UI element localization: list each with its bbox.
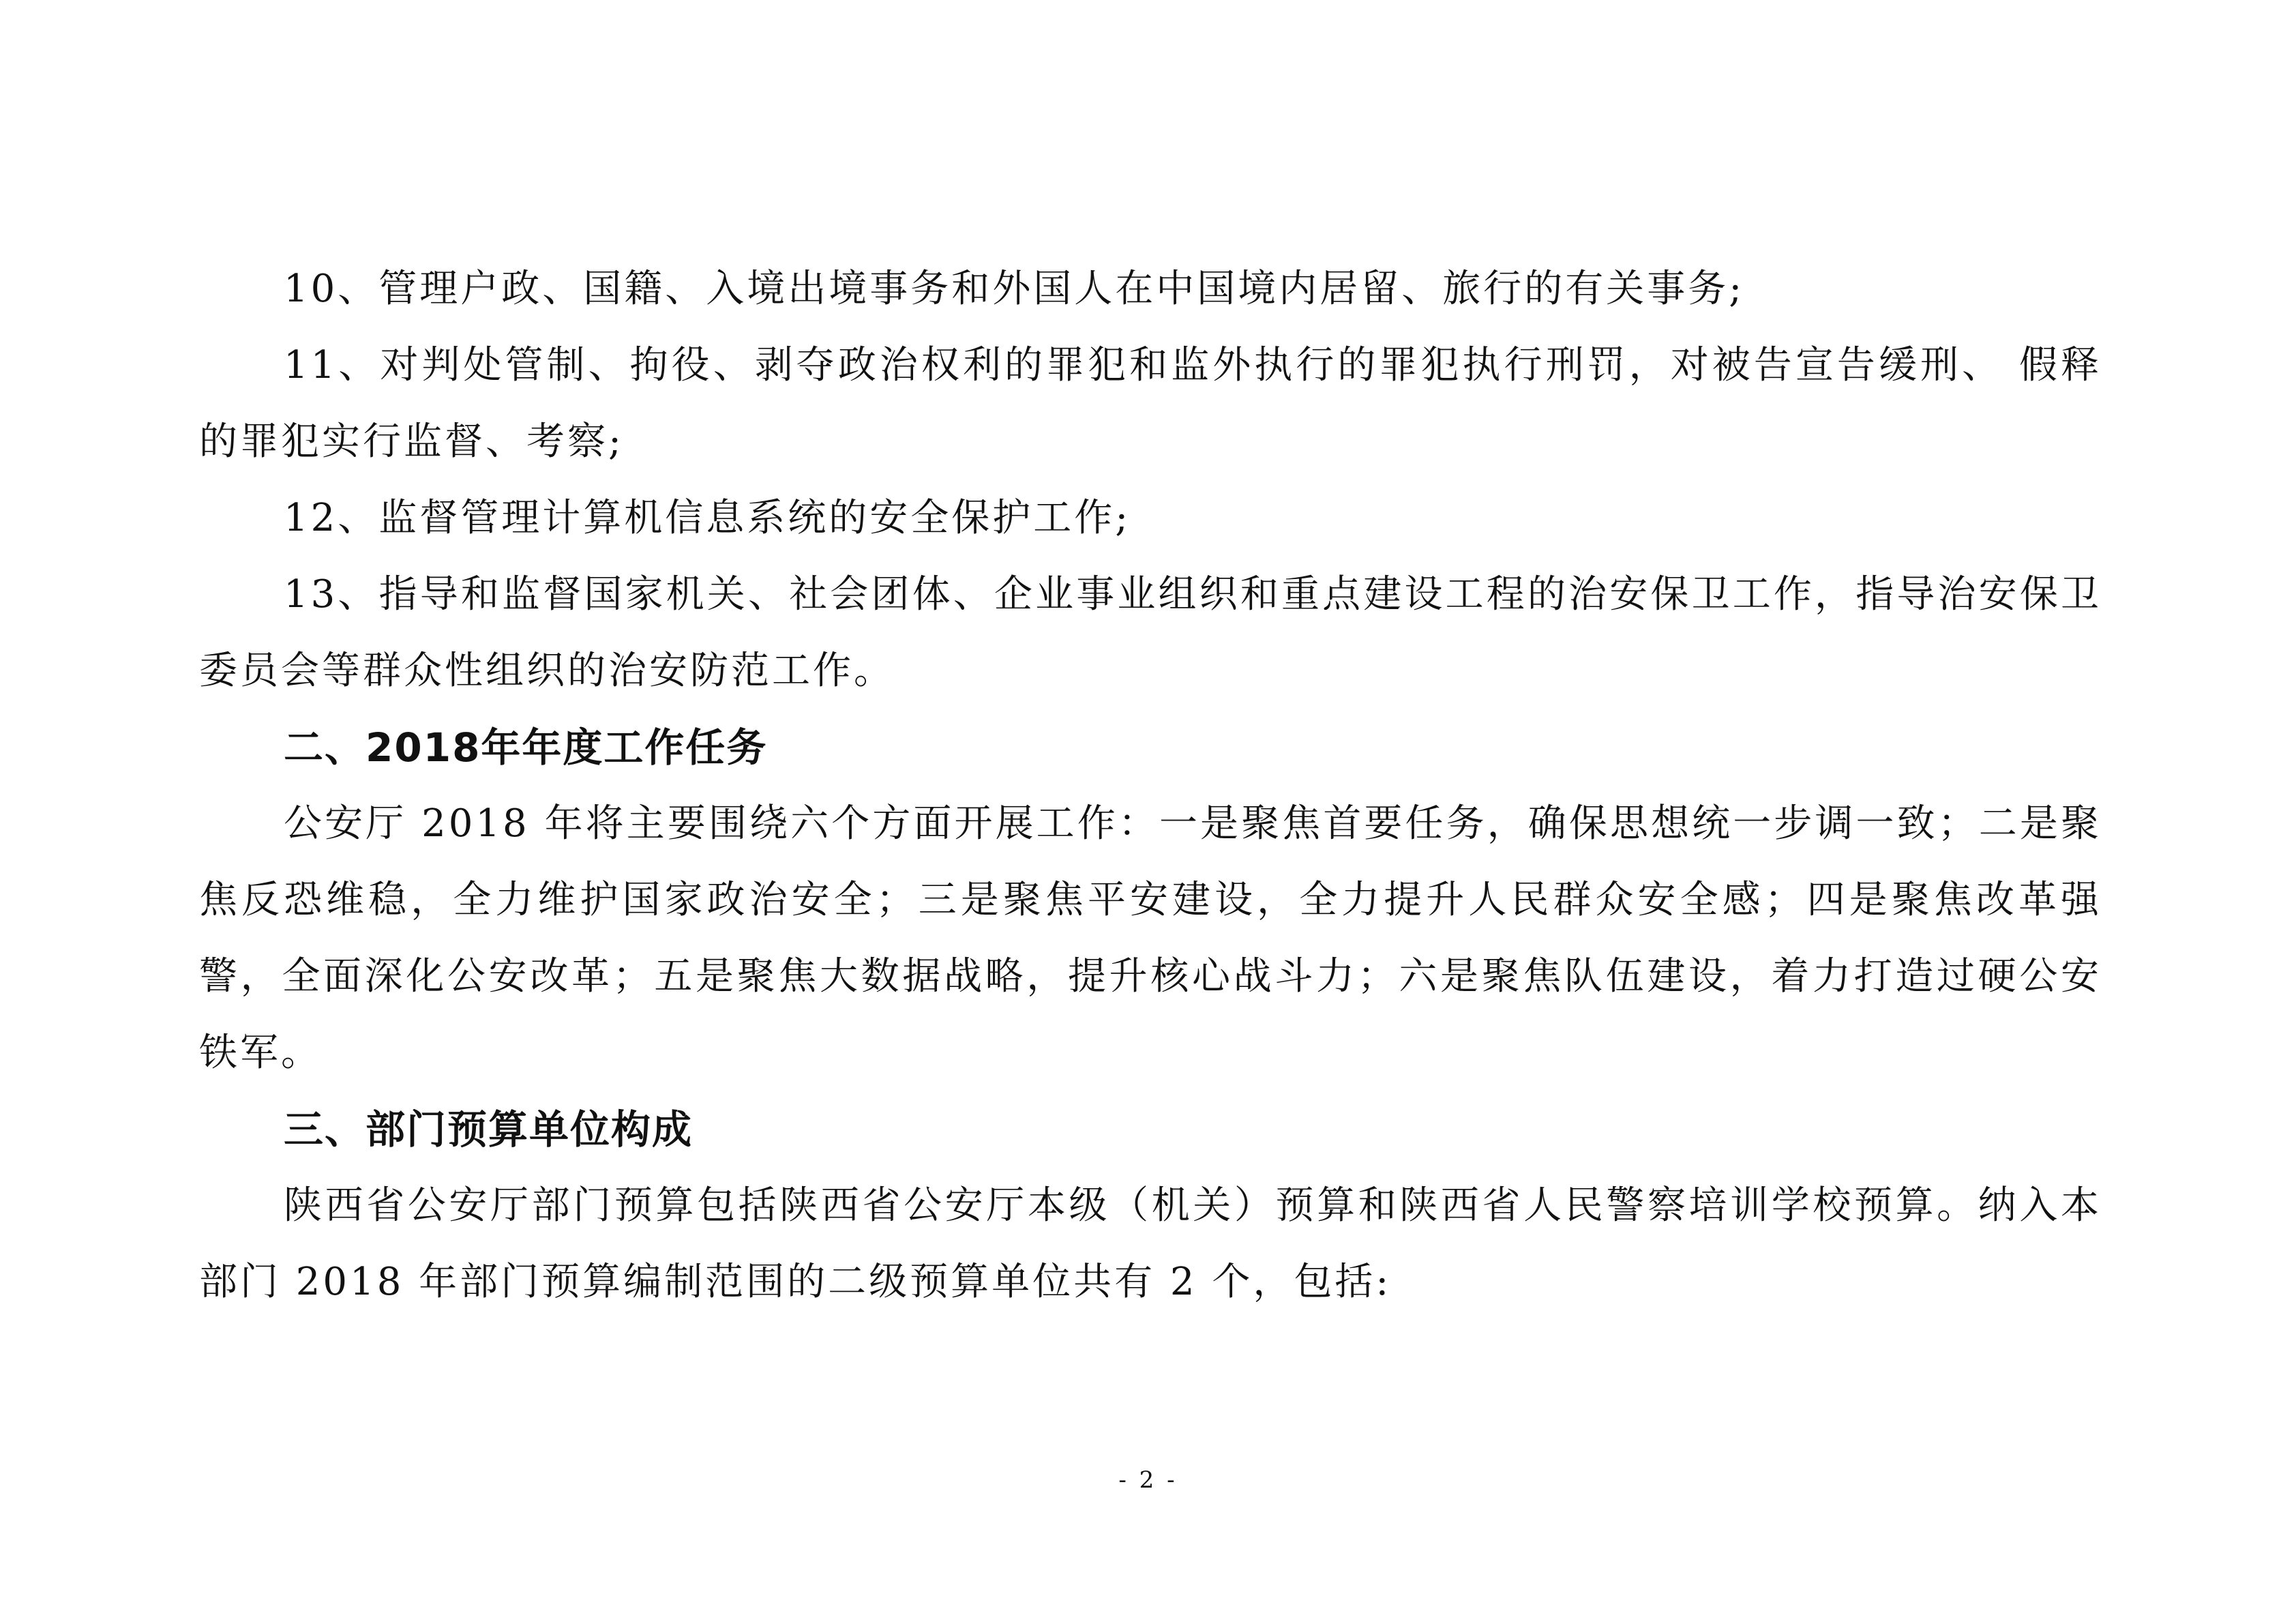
annual-tasks-paragraph: 公安厅 2018 年将主要围绕六个方面开展工作：一是聚焦首要任务，确保思想统一步调一致；二是聚焦反恐维稳，全力维护国家政治安全；三是聚焦平安建设，全力提升人民群众安全感；四是聚焦改革强警，全面深化公安改革；五是聚焦大数据战略，提升核心战斗力；六是聚焦队伍建设，着力打造过硬公安铁军。 xyxy=(199,801,2102,1075)
list-item-11: 11、对判处管制、拘役、剥夺政治权利的罪犯和监外执行的罪犯执行刑罚，对被告宣告缓刑、 假释的罪犯实行监督、考察; xyxy=(199,343,2102,464)
list-item-10: 10、管理户政、国籍、入境出境事务和外国人在中国境内居留、旅行的有关事务; xyxy=(284,267,1745,311)
list-item-12: 12、监督管理计算机信息系统的安全保护工作; xyxy=(284,496,1131,540)
document-body xyxy=(199,251,2102,1320)
budget-units-paragraph: 陕西省公安厅部门预算包括陕西省公安厅本级（机关）预算和陕西省人民警察培训学校预算。纳入本部门 2018 年部门预算编制范围的二级预算单位共有 2 个，包括: xyxy=(199,1183,2102,1304)
page-number: - 2 - xyxy=(1118,1466,1178,1494)
list-item-13: 13、指导和监督国家机关、社会团体、企业事业组织和重点建设工程的治安保卫工作，指导治安保卫委员会等群众性组织的治安防范工作。 xyxy=(199,572,2102,693)
section-heading-annual-tasks: 二、2018年年度工作任务 xyxy=(284,724,768,771)
section-heading-budget-units: 三、部门预算单位构成 xyxy=(284,1106,694,1153)
